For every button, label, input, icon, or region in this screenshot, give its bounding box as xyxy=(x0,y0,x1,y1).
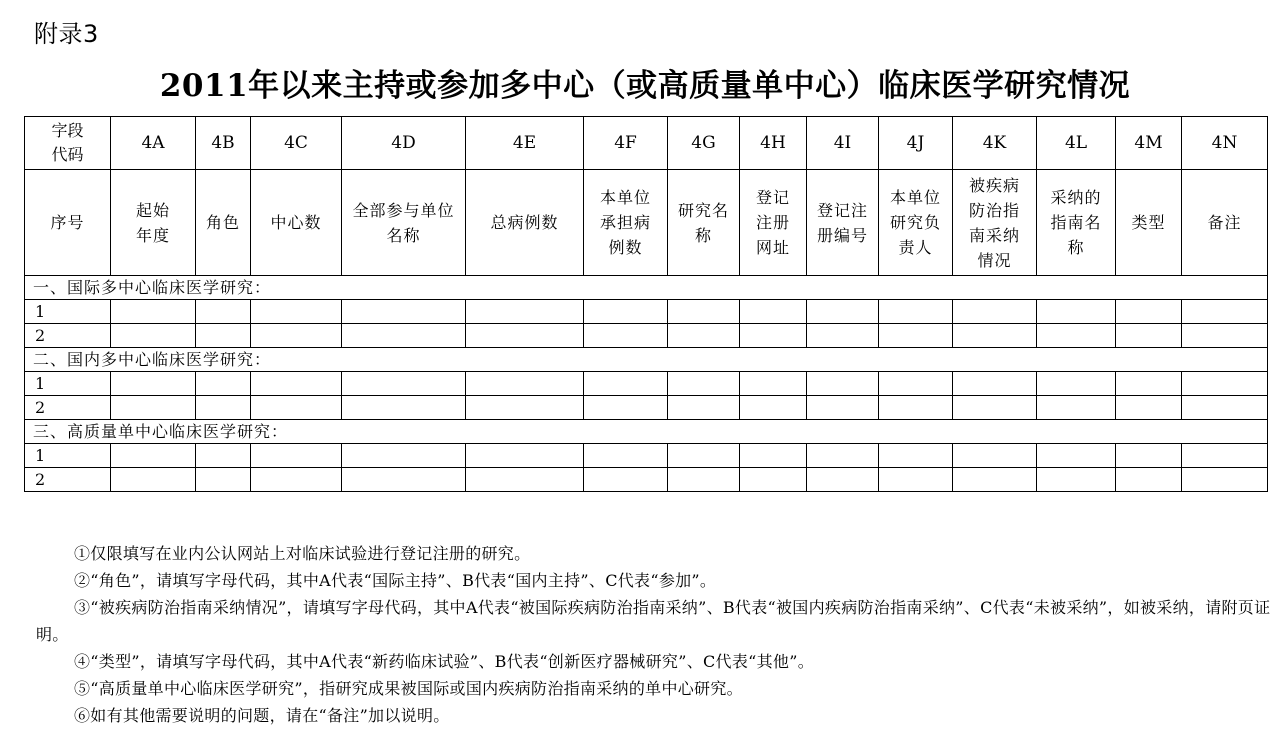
column-label: 中心数 xyxy=(251,170,342,276)
empty-cell[interactable] xyxy=(1182,396,1268,420)
field-code-header: 字段代码 xyxy=(25,117,111,170)
notes-section xyxy=(36,540,1276,729)
section-row-single-center xyxy=(25,420,1268,444)
empty-cell[interactable] xyxy=(251,372,342,396)
empty-cell[interactable] xyxy=(807,324,879,348)
empty-cell[interactable] xyxy=(953,468,1037,492)
empty-cell[interactable] xyxy=(953,444,1037,468)
note-1: ①仅限填写在业内公认网站上对临床试验进行登记注册的研究。 xyxy=(74,544,531,563)
empty-cell[interactable] xyxy=(953,372,1037,396)
section-row-international xyxy=(25,276,1268,300)
empty-cell[interactable] xyxy=(879,324,953,348)
empty-cell[interactable] xyxy=(342,396,466,420)
empty-cell[interactable] xyxy=(342,324,466,348)
column-label: 全部参与单位名称 xyxy=(342,170,466,276)
empty-cell[interactable] xyxy=(668,324,740,348)
empty-cell[interactable] xyxy=(953,396,1037,420)
field-code: 4G xyxy=(668,117,740,170)
empty-cell[interactable] xyxy=(807,396,879,420)
empty-cell[interactable] xyxy=(1037,372,1116,396)
field-code: 4B xyxy=(196,117,251,170)
note-2: ②“角色”，请填写字母代码，其中A代表“国际主持”、B代表“国内主持”、C代表“参加”。 xyxy=(74,571,717,590)
empty-cell[interactable] xyxy=(740,444,807,468)
empty-cell[interactable] xyxy=(1116,324,1182,348)
empty-cell[interactable] xyxy=(953,300,1037,324)
empty-cell[interactable] xyxy=(251,396,342,420)
empty-cell[interactable] xyxy=(196,468,251,492)
empty-cell[interactable] xyxy=(879,396,953,420)
empty-cell[interactable] xyxy=(342,300,466,324)
empty-cell[interactable] xyxy=(668,300,740,324)
column-label: 被疾病防治指南采纳情况 xyxy=(953,170,1037,276)
empty-cell[interactable] xyxy=(251,324,342,348)
empty-cell[interactable] xyxy=(807,372,879,396)
field-code: 4N xyxy=(1182,117,1268,170)
empty-cell[interactable] xyxy=(584,300,668,324)
row-number: 2 xyxy=(25,468,111,492)
field-code: 4A xyxy=(111,117,196,170)
empty-cell[interactable] xyxy=(584,468,668,492)
appendix-label: 附录3 xyxy=(34,20,99,48)
row-number: 1 xyxy=(25,300,111,324)
empty-cell[interactable] xyxy=(740,300,807,324)
empty-cell[interactable] xyxy=(953,324,1037,348)
empty-cell[interactable] xyxy=(740,372,807,396)
column-label: 本单位研究负责人 xyxy=(879,170,953,276)
empty-cell[interactable] xyxy=(466,396,584,420)
page-title: 2011年以来主持或参加多中心（或高质量单中心）临床医学研究情况 xyxy=(159,68,1131,104)
row-number: 2 xyxy=(25,396,111,420)
field-code: 4L xyxy=(1037,117,1116,170)
note-4: ④“类型”，请填写字母代码，其中A代表“新药临床试验”、B代表“创新医疗器械研究”、C代表“其他”。 xyxy=(74,652,814,671)
note-6: ⑥如有其他需要说明的问题，请在“备注”加以说明。 xyxy=(74,706,450,725)
section-title: 三、高质量单中心临床医学研究： xyxy=(25,420,1268,444)
empty-cell[interactable] xyxy=(1182,372,1268,396)
empty-cell[interactable] xyxy=(1037,396,1116,420)
empty-cell[interactable] xyxy=(1182,468,1268,492)
section-title: 一、国际多中心临床医学研究： xyxy=(25,276,1268,300)
table-row xyxy=(25,396,1268,420)
field-code-row xyxy=(25,117,1268,170)
empty-cell[interactable] xyxy=(111,444,196,468)
note-5: ⑤“高质量单中心临床医学研究”，指研究成果被国际或国内疾病防治指南采纳的单中心研究。 xyxy=(74,679,743,698)
empty-cell[interactable] xyxy=(1037,300,1116,324)
empty-cell[interactable] xyxy=(1116,396,1182,420)
empty-cell[interactable] xyxy=(196,324,251,348)
empty-cell[interactable] xyxy=(1116,300,1182,324)
table-row xyxy=(25,300,1268,324)
empty-cell[interactable] xyxy=(1037,324,1116,348)
empty-cell[interactable] xyxy=(1116,444,1182,468)
empty-cell[interactable] xyxy=(740,468,807,492)
empty-cell[interactable] xyxy=(740,324,807,348)
section-title: 二、国内多中心临床医学研究： xyxy=(25,348,1268,372)
empty-cell[interactable] xyxy=(342,468,466,492)
empty-cell[interactable] xyxy=(466,444,584,468)
column-label: 起始年度 xyxy=(111,170,196,276)
empty-cell[interactable] xyxy=(111,324,196,348)
table-row xyxy=(25,324,1268,348)
column-label: 备注 xyxy=(1182,170,1268,276)
empty-cell[interactable] xyxy=(342,444,466,468)
row-number: 1 xyxy=(25,372,111,396)
table-row xyxy=(25,468,1268,492)
empty-cell[interactable] xyxy=(196,300,251,324)
empty-cell[interactable] xyxy=(1182,324,1268,348)
research-form-table xyxy=(24,116,1268,492)
table-row xyxy=(25,372,1268,396)
empty-cell[interactable] xyxy=(879,444,953,468)
field-code: 4F xyxy=(584,117,668,170)
field-code: 4H xyxy=(740,117,807,170)
empty-cell[interactable] xyxy=(740,396,807,420)
column-label: 登记注册网址 xyxy=(740,170,807,276)
empty-cell[interactable] xyxy=(584,444,668,468)
empty-cell[interactable] xyxy=(111,468,196,492)
empty-cell[interactable] xyxy=(1116,468,1182,492)
column-label: 采纳的指南名称 xyxy=(1037,170,1116,276)
empty-cell[interactable] xyxy=(584,372,668,396)
empty-cell[interactable] xyxy=(668,396,740,420)
field-code: 4J xyxy=(879,117,953,170)
section-row-domestic xyxy=(25,348,1268,372)
empty-cell[interactable] xyxy=(196,444,251,468)
table-row xyxy=(25,444,1268,468)
field-code: 4E xyxy=(466,117,584,170)
column-label: 研究名称 xyxy=(668,170,740,276)
field-code: 4K xyxy=(953,117,1037,170)
field-code: 4D xyxy=(342,117,466,170)
empty-cell[interactable] xyxy=(111,300,196,324)
empty-cell[interactable] xyxy=(668,444,740,468)
empty-cell[interactable] xyxy=(1116,372,1182,396)
empty-cell[interactable] xyxy=(1182,300,1268,324)
empty-cell[interactable] xyxy=(251,444,342,468)
empty-cell[interactable] xyxy=(584,324,668,348)
empty-cell[interactable] xyxy=(196,396,251,420)
empty-cell[interactable] xyxy=(584,396,668,420)
empty-cell[interactable] xyxy=(807,300,879,324)
empty-cell[interactable] xyxy=(668,468,740,492)
empty-cell[interactable] xyxy=(807,468,879,492)
row-number: 1 xyxy=(25,444,111,468)
field-code: 4M xyxy=(1116,117,1182,170)
field-code: 4I xyxy=(807,117,879,170)
empty-cell[interactable] xyxy=(342,372,466,396)
empty-cell[interactable] xyxy=(1037,468,1116,492)
column-label: 序号 xyxy=(25,170,111,276)
empty-cell[interactable] xyxy=(668,372,740,396)
empty-cell[interactable] xyxy=(466,324,584,348)
empty-cell[interactable] xyxy=(466,468,584,492)
empty-cell[interactable] xyxy=(879,300,953,324)
row-number: 2 xyxy=(25,324,111,348)
empty-cell[interactable] xyxy=(1182,444,1268,468)
field-code: 4C xyxy=(251,117,342,170)
empty-cell[interactable] xyxy=(111,396,196,420)
empty-cell[interactable] xyxy=(879,468,953,492)
column-label: 登记注册编号 xyxy=(807,170,879,276)
empty-cell[interactable] xyxy=(466,372,584,396)
empty-cell[interactable] xyxy=(1037,444,1116,468)
column-label: 类型 xyxy=(1116,170,1182,276)
empty-cell[interactable] xyxy=(196,372,251,396)
note-3: ③“被疾病防治指南采纳情况”，请填写字母代码，其中A代表“被国际疾病防治指南采纳”、B代表“被国内疾病防治指南采纳”、C代表“未被采纳”，如被采纳，请附页证明。 xyxy=(36,598,1271,644)
column-label: 角色 xyxy=(196,170,251,276)
column-label: 总病例数 xyxy=(466,170,584,276)
column-label-row xyxy=(25,170,1268,276)
empty-cell[interactable] xyxy=(466,300,584,324)
empty-cell[interactable] xyxy=(251,300,342,324)
empty-cell[interactable] xyxy=(251,468,342,492)
empty-cell[interactable] xyxy=(111,372,196,396)
empty-cell[interactable] xyxy=(879,372,953,396)
empty-cell[interactable] xyxy=(807,444,879,468)
column-label: 本单位承担病例数 xyxy=(584,170,668,276)
